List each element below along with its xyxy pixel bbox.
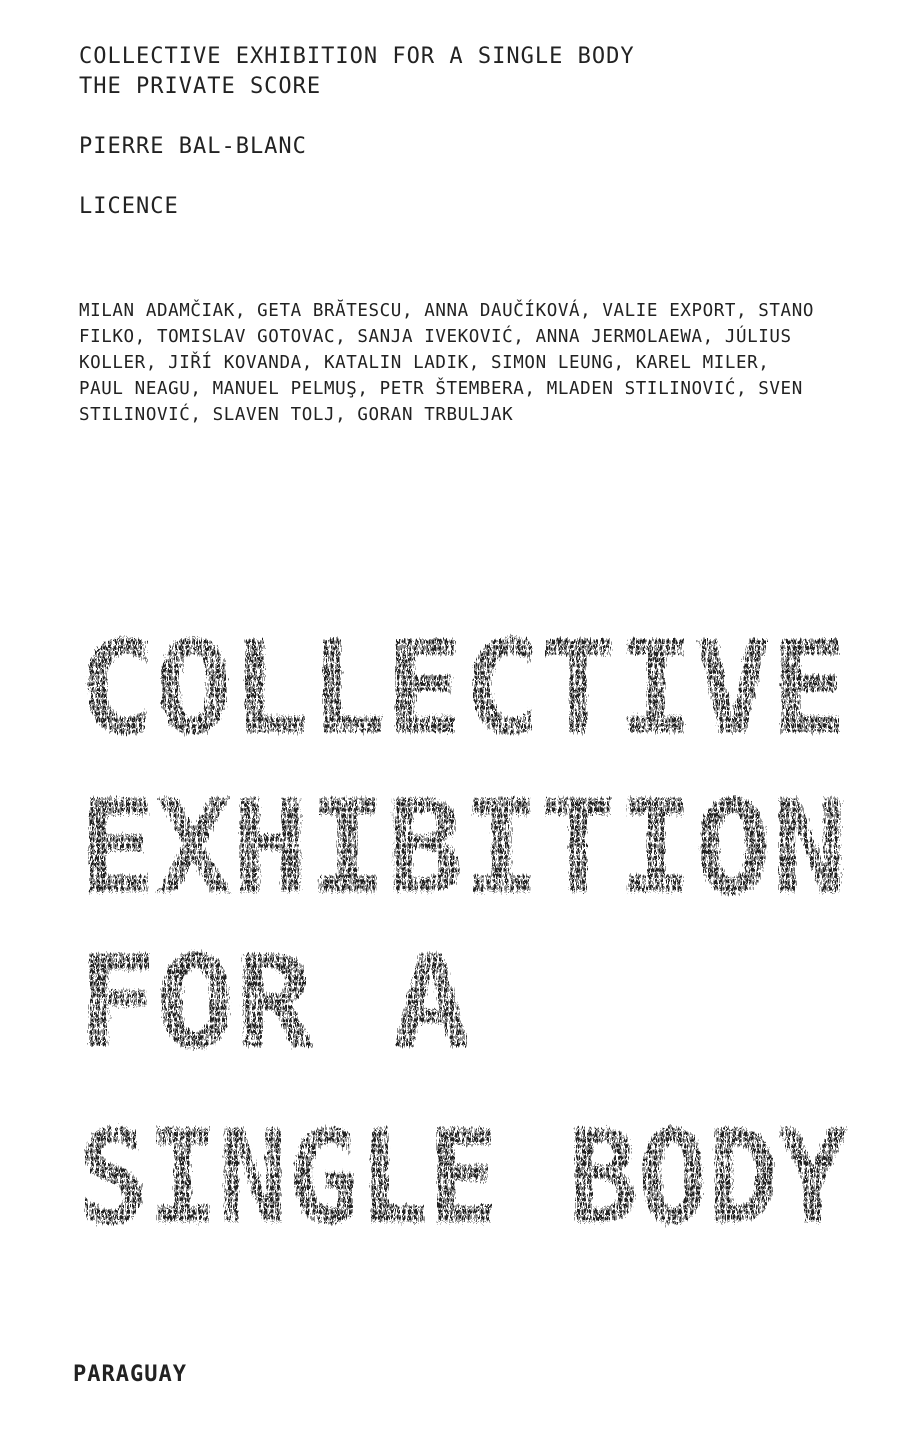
artist-list: MILAN ADAMČIAK, GETA BRĂTESCU, ANNA DAUČÍKOVÁ, VALIE EXPORT, STANO FILKO, TOMISLAV GOTOVAC, SANJA IVEKOVIĆ, ANNA JERMOLAEWA, JÚLIUS KOLLER, JIŘÍ KOVANDA, KATALIN LADIK, SIMON LEUNG, KAREL MILER, PAUL NEAGU, MANUEL PELMUŞ, PETR ŠTEMBERA, MLADEN STILINOVIĆ, SVEN STILINOVIĆ, SLAVEN TOLJ, GORAN TRBULJAK	[79, 301, 814, 425]
cover-header	[79, 42, 839, 222]
cover-title-line-2: THE PRIVATE SCORE	[79, 74, 322, 99]
cover-title-line-1: COLLECTIVE EXHIBITION FOR A SINGLE BODY	[79, 44, 635, 69]
big-title-line-3: FOR A	[78, 929, 471, 1078]
big-title-line-1: COLLECTIVE	[78, 622, 848, 763]
author-name: PIERRE BAL-BLANC	[79, 134, 307, 159]
series-name: LICENCE	[79, 194, 179, 219]
big-title-line-4: SINGLE BODY	[78, 1104, 848, 1242]
big-title-line-2: EXHIBITION	[78, 774, 848, 923]
publisher-name: PARAGUAY	[73, 1362, 187, 1387]
big-title-artwork	[72, 622, 862, 1242]
